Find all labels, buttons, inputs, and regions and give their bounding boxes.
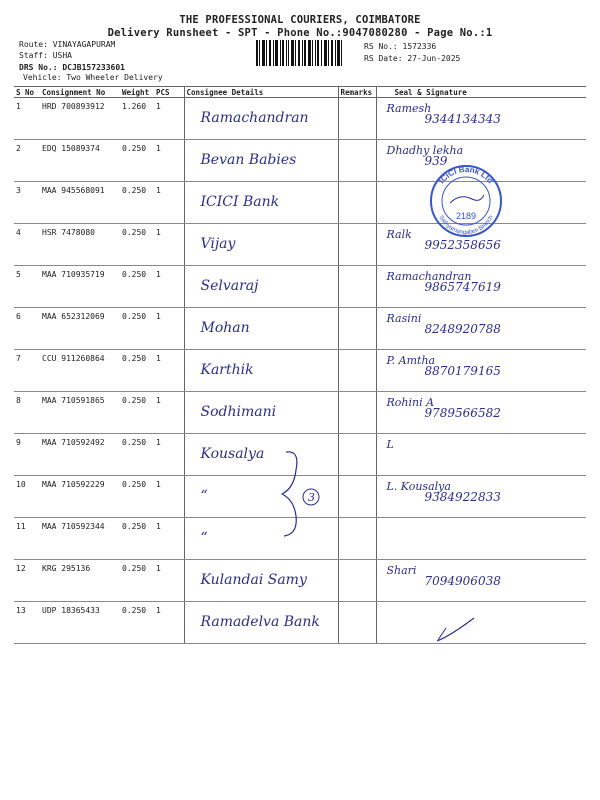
signature-name: Dhadhy lekha <box>386 144 464 157</box>
cell-weight: 1.260 <box>120 98 154 140</box>
col-consignment: Consignment No <box>40 87 120 98</box>
cell-signature <box>376 98 586 140</box>
table-row <box>14 98 586 140</box>
cell-signature <box>376 224 586 266</box>
cell-pcs: 1 <box>154 182 184 224</box>
cell-signature <box>376 140 586 182</box>
cell-signature <box>376 266 586 308</box>
cell-sno: 10 <box>14 476 40 518</box>
table-row <box>14 266 586 308</box>
table-row <box>14 308 586 350</box>
signature-name: Rasini <box>386 312 422 325</box>
consignee-handwriting: Selvaraj <box>200 278 259 294</box>
cell-sno: 11 <box>14 518 40 560</box>
consignee-handwriting: Ramadelva Bank <box>200 614 320 630</box>
col-remarks: Remarks <box>338 87 376 98</box>
cell-signature <box>376 602 586 644</box>
cell-consignment-no: HSR 7478080 <box>40 224 120 266</box>
cell-remarks <box>338 308 376 350</box>
rs-number: RS No.: 1572336 <box>364 42 437 51</box>
cell-weight: 0.250 <box>120 518 154 560</box>
cell-consignee <box>184 182 338 224</box>
route-label: Route: VINAYAGAPURAM <box>19 40 116 49</box>
consignee-handwriting: Bevan Babies <box>200 152 297 168</box>
vehicle-label: Vehicle: Two Wheeler Delivery <box>23 73 163 82</box>
cell-sno: 9 <box>14 434 40 476</box>
consignee-handwriting: Kulandai Samy <box>200 572 307 588</box>
cell-consignee <box>184 308 338 350</box>
cell-consignment-no: MAA 652312069 <box>40 308 120 350</box>
cell-sno: 13 <box>14 602 40 644</box>
cell-pcs: 1 <box>154 350 184 392</box>
cell-sno: 6 <box>14 308 40 350</box>
cell-sno: 8 <box>14 392 40 434</box>
cell-pcs: 1 <box>154 518 184 560</box>
signature-phone: 9384922833 <box>424 490 501 504</box>
consignee-handwriting: “ <box>200 488 208 504</box>
cell-sno: 2 <box>14 140 40 182</box>
cell-pcs: 1 <box>154 602 184 644</box>
cell-consignment-no: MAA 710592229 <box>40 476 120 518</box>
cell-weight: 0.250 <box>120 350 154 392</box>
cell-weight: 0.250 <box>120 434 154 476</box>
cell-weight: 0.250 <box>120 224 154 266</box>
signature-name: Ramesh <box>386 102 432 115</box>
signature-name: Shari <box>386 564 417 577</box>
cell-pcs: 1 <box>154 392 184 434</box>
col-seal: Seal & Signature <box>376 87 586 98</box>
cell-signature <box>376 182 586 224</box>
staff-label: Staff: USHA <box>19 51 72 60</box>
cell-signature <box>376 392 586 434</box>
signature-phone: 9865747619 <box>424 280 501 294</box>
signature-name: L <box>386 438 394 451</box>
signature-name: P. Amtha <box>386 354 436 367</box>
signature-name: Rohini A <box>386 396 435 409</box>
rs-date: RS Date: 27-Jun-2025 <box>364 53 461 63</box>
drs-label: DRS No.: DCJB157233601 <box>19 63 125 72</box>
cell-remarks <box>338 518 376 560</box>
signature-name: Ralk <box>386 228 412 241</box>
barcode <box>256 40 342 66</box>
signature-name: L. Kousalya <box>386 480 451 493</box>
cell-remarks <box>338 602 376 644</box>
cell-remarks <box>338 476 376 518</box>
signature-phone: 8248920788 <box>424 322 501 336</box>
table-row <box>14 350 586 392</box>
cell-consignment-no: MAA 710591865 <box>40 392 120 434</box>
page-subtitle: Delivery Runsheet - SPT - Phone No.:9047080280 - Page No.:1 <box>107 27 493 39</box>
cell-weight: 0.250 <box>120 476 154 518</box>
cell-consignee <box>184 602 338 644</box>
signature-phone: 939 <box>424 154 448 168</box>
table-row <box>14 392 586 434</box>
signature-phone: 7094906038 <box>424 574 501 588</box>
cell-consignee <box>184 266 338 308</box>
cell-weight: 0.250 <box>120 392 154 434</box>
col-consignee: Consignee Details <box>184 87 338 98</box>
cell-sno: 12 <box>14 560 40 602</box>
cell-pcs: 1 <box>154 476 184 518</box>
cell-consignee <box>184 476 338 518</box>
table-row <box>14 602 586 644</box>
rs-info <box>364 41 460 64</box>
cell-signature <box>376 308 586 350</box>
table-row <box>14 476 586 518</box>
col-sno: S No <box>14 87 40 98</box>
cell-consignee <box>184 518 338 560</box>
signature-phone: 9344134343 <box>424 112 501 126</box>
table-row <box>14 518 586 560</box>
cell-signature <box>376 434 586 476</box>
col-weight: Weight <box>120 87 154 98</box>
svg-text:ICICI Bank Ltd: ICICI Bank Ltd <box>436 164 495 186</box>
cell-consignee <box>184 560 338 602</box>
cell-consignment-no: HRD 700893912 <box>40 98 120 140</box>
runsheet-table <box>14 86 586 644</box>
cell-remarks <box>338 350 376 392</box>
cell-consignee <box>184 434 338 476</box>
cell-remarks <box>338 266 376 308</box>
cell-consignment-no: CCU 911260864 <box>40 350 120 392</box>
cell-consignee <box>184 224 338 266</box>
cell-remarks <box>338 434 376 476</box>
cell-consignment-no: MAA 710935719 <box>40 266 120 308</box>
cell-signature <box>376 518 586 560</box>
cell-signature <box>376 350 586 392</box>
table-row <box>14 224 586 266</box>
cell-consignment-no: MAA 710592492 <box>40 434 120 476</box>
cell-pcs: 1 <box>154 266 184 308</box>
cell-remarks <box>338 392 376 434</box>
table-row <box>14 434 586 476</box>
table-row <box>14 140 586 182</box>
consignee-handwriting: Karthik <box>200 362 254 378</box>
cell-remarks <box>338 98 376 140</box>
cell-consignment-no: UDP 18365433 <box>40 602 120 644</box>
consignee-handwriting: Mohan <box>200 320 250 336</box>
cell-weight: 0.250 <box>120 308 154 350</box>
cell-pcs: 1 <box>154 308 184 350</box>
consignee-handwriting: Vijay <box>200 236 236 252</box>
cell-consignee <box>184 392 338 434</box>
table-row <box>14 182 586 224</box>
cell-pcs: 1 <box>154 140 184 182</box>
cell-consignee <box>184 98 338 140</box>
cell-pcs: 1 <box>154 434 184 476</box>
cell-consignment-no: MAA 710592344 <box>40 518 120 560</box>
cell-consignment-no: MAA 945568091 <box>40 182 120 224</box>
cell-remarks <box>338 182 376 224</box>
cell-consignment-no: KRG 295136 <box>40 560 120 602</box>
cell-sno: 5 <box>14 266 40 308</box>
cell-remarks <box>338 224 376 266</box>
cell-weight: 0.250 <box>120 602 154 644</box>
cell-sno: 3 <box>14 182 40 224</box>
consignee-handwriting: ICICI Bank <box>200 194 280 210</box>
svg-text:2189: 2189 <box>455 211 477 221</box>
signature-phone: 8870179165 <box>424 364 501 378</box>
table-row <box>14 560 586 602</box>
svg-text:Sathyamangalam Branch: Sathyamangalam Branch <box>437 214 495 237</box>
signature-phone: 9789566582 <box>424 406 501 420</box>
cell-sno: 1 <box>14 98 40 140</box>
consignee-handwriting: “ <box>200 530 208 546</box>
cell-remarks <box>338 560 376 602</box>
cell-pcs: 1 <box>154 560 184 602</box>
col-pcs: PCS <box>154 87 184 98</box>
consignee-handwriting: Ramachandran <box>200 110 309 126</box>
cell-weight: 0.250 <box>120 266 154 308</box>
cell-remarks <box>338 140 376 182</box>
cell-weight: 0.250 <box>120 140 154 182</box>
group-count: 3 <box>308 491 315 504</box>
cell-weight: 0.250 <box>120 560 154 602</box>
cell-consignment-no: EDQ 15089374 <box>40 140 120 182</box>
cell-sno: 7 <box>14 350 40 392</box>
cell-pcs: 1 <box>154 98 184 140</box>
signature-phone: 9952358656 <box>424 238 501 252</box>
consignee-handwriting: Kousalya <box>200 446 265 462</box>
consignee-handwriting: Sodhimani <box>200 404 277 420</box>
page-title: THE PROFESSIONAL COURIERS, COIMBATORE <box>179 14 421 26</box>
cell-sno: 4 <box>14 224 40 266</box>
cell-pcs: 1 <box>154 224 184 266</box>
cell-signature <box>376 560 586 602</box>
cell-signature <box>376 476 586 518</box>
cell-weight: 0.250 <box>120 182 154 224</box>
cell-consignee <box>184 140 338 182</box>
table-header-row <box>14 87 586 98</box>
signature-name: Ramachandran <box>386 270 472 283</box>
cell-consignee <box>184 350 338 392</box>
